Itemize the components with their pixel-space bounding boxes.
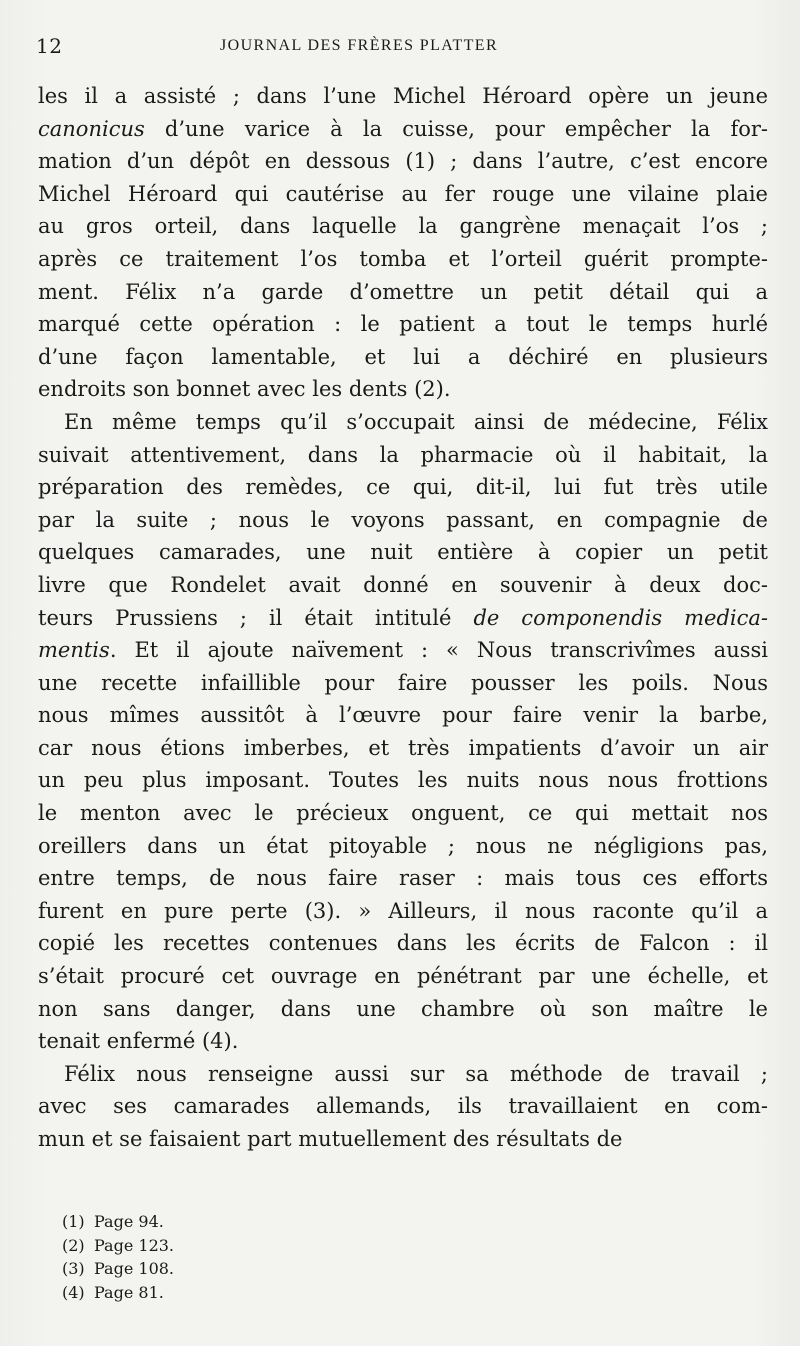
text-line: mation d’un dépôt en dessous (1) ; dans l’autre, c’est encore xyxy=(38,149,768,174)
text-line: non sans danger, dans une chambre où son maître le xyxy=(38,996,768,1021)
text-line: d’une façon lamentable, et lui a déchiré en plusieurs xyxy=(38,344,768,369)
paragraph xyxy=(38,406,768,1058)
italic-term: de componendis medica- xyxy=(473,605,768,630)
text-line: Michel Héroard qui cautérise au fer rouge une vilaine plaie xyxy=(38,181,768,206)
text-line: le menton avec le précieux onguent, ce qui mettait nos xyxy=(38,801,768,826)
running-head xyxy=(36,34,764,58)
footnote xyxy=(62,1234,174,1258)
text-line: endroits son bonnet avec les dents (2). xyxy=(38,377,451,402)
footnotes xyxy=(62,1210,174,1304)
footnote-mark: (2) xyxy=(62,1235,85,1255)
running-title: JOURNAL DES FRÈRES PLATTER xyxy=(220,37,499,54)
footnote-text: Page 81. xyxy=(94,1282,164,1302)
paragraph xyxy=(38,80,768,406)
text-line: Félix nous renseigne aussi sur sa méthode de travail ; xyxy=(64,1061,768,1086)
text-line: livre que Rondelet avait donné en souvenir à deux doc- xyxy=(38,572,768,597)
text-line: oreillers dans un état pitoyable ; nous ne négligions pas, xyxy=(38,833,768,858)
text-line: une recette infaillible pour faire pousser les poils. Nous xyxy=(38,670,768,695)
text-line: ment. Félix n’a garde d’omettre un petit détail qui a xyxy=(38,279,768,304)
text-run: teurs Prussiens ; il était intitulé xyxy=(38,605,474,630)
page-number: 12 xyxy=(36,34,63,58)
text-line: copié les recettes contenues dans les écrits de Falcon : il xyxy=(38,931,768,956)
text-line: quelques camarades, une nuit entière à copier un petit xyxy=(38,540,768,565)
body-text xyxy=(38,80,768,1156)
text-line: préparation des remèdes, ce qui, dit-il, lui fut très utile xyxy=(38,475,768,500)
paragraph xyxy=(38,1058,768,1156)
text-line: nous mîmes aussitôt à l’œuvre pour faire venir la barbe, xyxy=(38,703,768,728)
text-line: un peu plus imposant. Toutes les nuits nous nous frottions xyxy=(38,768,768,793)
text-line xyxy=(38,634,768,667)
text-line: avec ses camarades allemands, ils travaillaient en com- xyxy=(38,1094,768,1119)
footnote xyxy=(62,1210,174,1234)
text-line: entre temps, de nous faire raser : mais tous ces efforts xyxy=(38,866,768,891)
text-line: les il a assisté ; dans l’une Michel Héroard opère un jeune xyxy=(38,84,768,108)
footnote-mark: (4) xyxy=(62,1282,85,1302)
text-line: mun et se faisaient part mutuellement des résultats de xyxy=(38,1127,623,1151)
text-line: suivait attentivement, dans la pharmacie où il habitait, la xyxy=(38,442,768,467)
text-run: . Et il ajoute naïvement : « Nous transcrivîmes aussi xyxy=(109,638,768,663)
text-line: marqué cette opération : le patient a tout le temps hurlé xyxy=(38,312,768,337)
footnote xyxy=(62,1257,174,1281)
italic-term: mentis xyxy=(38,638,110,663)
footnote-mark: (3) xyxy=(62,1259,85,1278)
text-line: car nous étions imberbes, et très impatients d’avoir un air xyxy=(38,735,768,760)
footnote-text: Page 94. xyxy=(94,1212,164,1231)
text-line xyxy=(38,602,768,635)
italic-term: canonicus xyxy=(38,116,145,141)
text-line: tenait enfermé (4). xyxy=(38,1029,239,1054)
text-line: s’était procuré cet ouvrage en pénétrant par une échelle, et xyxy=(38,964,768,989)
footnote-mark: (1) xyxy=(62,1212,85,1231)
text-line: En même temps qu’il s’occupait ainsi de médecine, Félix xyxy=(64,409,768,434)
text-line: après ce traitement l’os tomba et l’orteil guérit prompte- xyxy=(38,246,768,271)
text-line: furent en pure perte (3). » Ailleurs, il nous raconte qu’il a xyxy=(38,898,768,923)
text-run: d’une varice à la cuisse, pour empêcher la for- xyxy=(144,116,768,141)
footnote-text: Page 123. xyxy=(94,1235,175,1255)
text-line: par la suite ; nous le voyons passant, en compagnie de xyxy=(38,507,768,532)
text-line xyxy=(38,113,768,146)
footnote xyxy=(62,1281,174,1305)
footnote-text: Page 108. xyxy=(94,1259,175,1278)
text-line: au gros orteil, dans laquelle la gangrène menaçait l’os ; xyxy=(38,214,768,239)
